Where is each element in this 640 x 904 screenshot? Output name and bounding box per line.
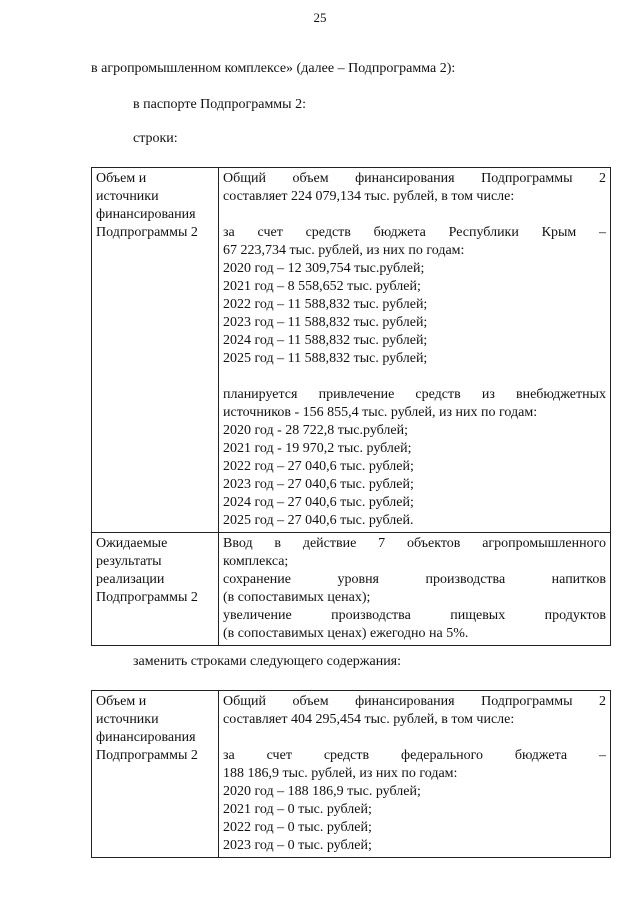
label-line: финансирования [96, 730, 196, 745]
extra-year-line: 2023 год – 27 040,6 тыс. рублей; [223, 477, 414, 492]
total-line: составляет 224 079,134 тыс. рублей, в том числе: [223, 189, 515, 204]
budget-year-line: 2025 год – 11 588,832 тыс. рублей; [223, 351, 428, 366]
label-line: Ожидаемые [96, 536, 168, 551]
extra-head-line: планируется привлечение средств из внебюджетных [223, 387, 606, 402]
budget-year-line: 2021 год – 8 558,652 тыс. рублей; [223, 279, 421, 294]
federal-year-line: 2020 год – 188 186,9 тыс. рублей; [223, 784, 421, 799]
label-line: результаты [96, 554, 162, 569]
new-financing-label [92, 691, 219, 858]
intro-line-1: в агропромышленном комплексе» (далее – Подпрограмма 2): [91, 61, 456, 76]
extra-year-line: 2022 год – 27 040,6 тыс. рублей; [223, 459, 414, 474]
old-results-content [219, 533, 611, 646]
extra-year-line: 2024 год – 27 040,6 тыс. рублей; [223, 495, 414, 510]
budget-head-line: 67 223,734 тыс. рублей, из них по годам: [223, 243, 465, 258]
result-line: (в сопоставимых ценах); [223, 590, 371, 605]
label-line: источники [96, 712, 159, 727]
new-financing-content [219, 691, 611, 858]
label-line: Объем и [96, 171, 147, 186]
intro-line-2: в паспорте Подпрограммы 2: [133, 97, 306, 112]
label-line: Подпрограммы 2 [96, 590, 198, 605]
extra-year-line: 2021 год - 19 970,2 тыс. рублей; [223, 441, 412, 456]
old-financing-row [92, 168, 611, 533]
replace-instruction: заменить строками следующего содержания: [133, 654, 402, 669]
old-results-label [92, 533, 219, 646]
old-results-row [92, 533, 611, 646]
new-passport-table [91, 690, 611, 858]
label-line: Объем и [96, 694, 147, 709]
federal-year-line: 2021 год – 0 тыс. рублей; [223, 802, 372, 817]
label-line: финансирования [96, 207, 196, 222]
extra-year-line: 2020 год - 28 722,8 тыс.рублей; [223, 423, 409, 438]
federal-year-line: 2022 год – 0 тыс. рублей; [223, 820, 372, 835]
result-line: Ввод в действие 7 объектов агропромышленного [223, 536, 606, 551]
result-line: сохранение уровня производства напитков [223, 572, 606, 587]
old-passport-table [91, 167, 611, 646]
budget-year-line: 2024 год – 11 588,832 тыс. рублей; [223, 333, 428, 348]
page-number: 25 [313, 10, 327, 25]
label-line: реализации [96, 572, 165, 587]
label-line: Подпрограммы 2 [96, 225, 198, 240]
old-financing-label [92, 168, 219, 533]
budget-year-line: 2022 год – 11 588,832 тыс. рублей; [223, 297, 428, 312]
budget-year-line: 2020 год – 12 309,754 тыс.рублей; [223, 261, 425, 276]
label-line: источники [96, 189, 159, 204]
new-financing-row [92, 691, 611, 858]
old-financing-content [219, 168, 611, 533]
extra-head-line: источников - 156 855,4 тыс. рублей, из них по годам: [223, 405, 538, 420]
total-line: составляет 404 295,454 тыс. рублей, в том числе: [223, 712, 515, 727]
label-line: Подпрограммы 2 [96, 748, 198, 763]
intro-line-3: строки: [133, 131, 178, 146]
extra-year-line: 2025 год – 27 040,6 тыс. рублей. [223, 513, 414, 528]
result-line: увеличение производства пищевых продуктов [223, 608, 606, 623]
result-line: (в сопоставимых ценах) ежегодно на 5%. [223, 626, 469, 641]
federal-head-line: за счет средств федерального бюджета – [223, 748, 606, 763]
federal-year-line: 2023 год – 0 тыс. рублей; [223, 838, 372, 853]
result-line: комплекса; [223, 554, 289, 569]
total-line: Общий объем финансирования Подпрограммы 2 [223, 694, 606, 709]
total-line: Общий объем финансирования Подпрограммы 2 [223, 171, 606, 186]
budget-year-line: 2023 год – 11 588,832 тыс. рублей; [223, 315, 428, 330]
federal-head-line: 188 186,9 тыс. рублей, из них по годам: [223, 766, 458, 781]
budget-head-line: за счет средств бюджета Республики Крым – [223, 225, 606, 240]
